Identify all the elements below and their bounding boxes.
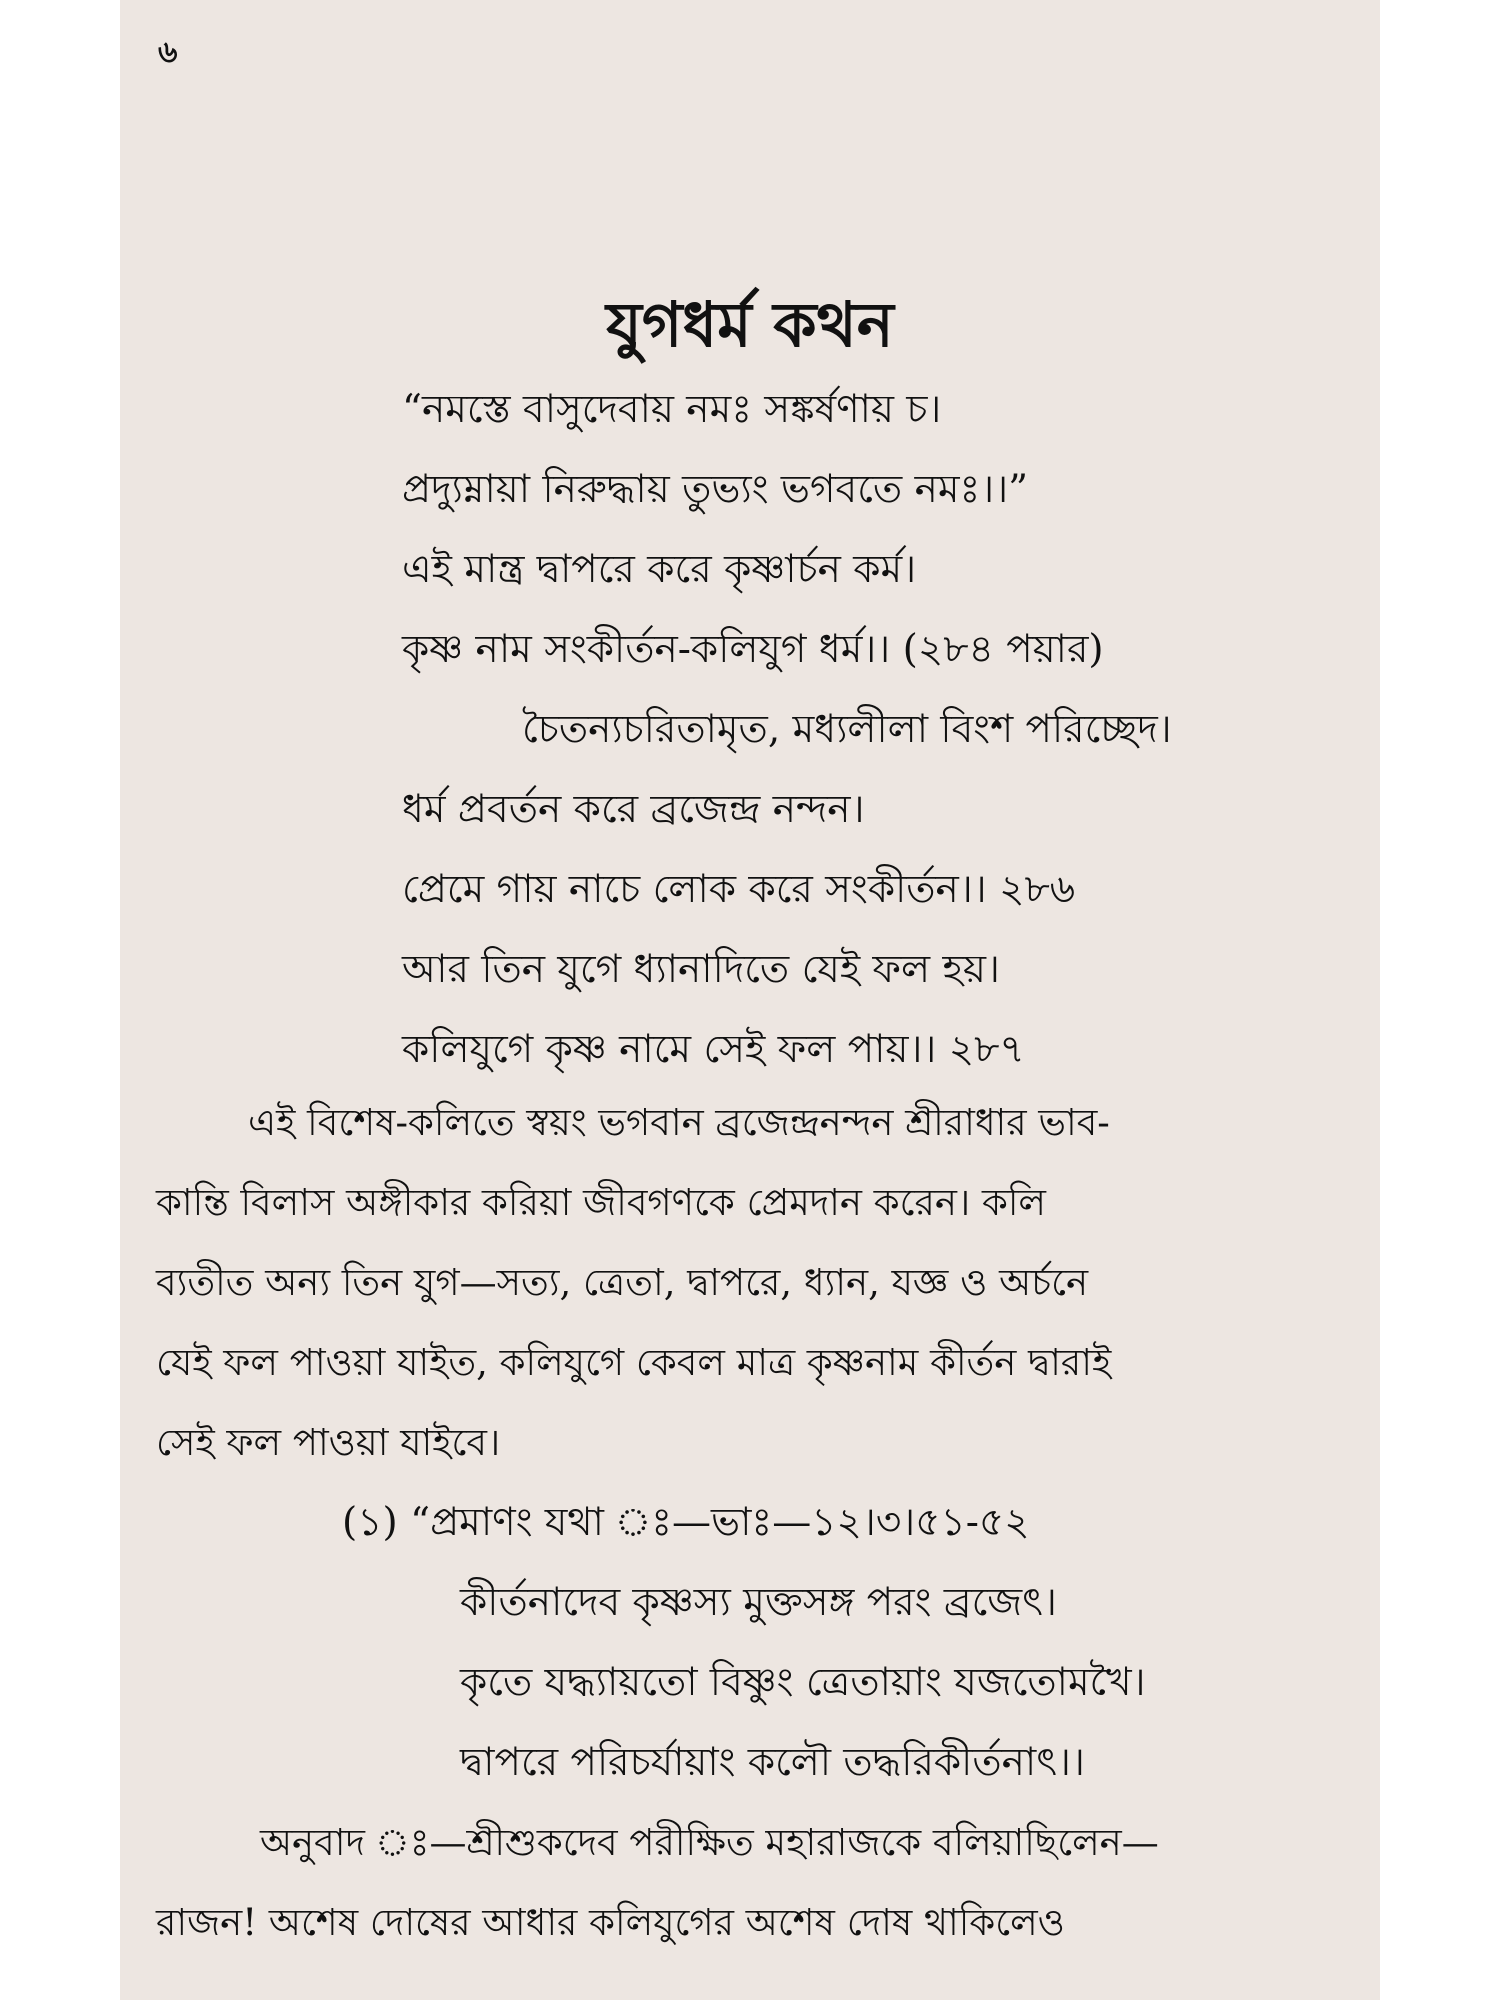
verse-line: প্রদ্যুম্নায়া নিরুদ্ধায় তুভ্যং ভগবতে নমঃ।।” xyxy=(402,467,1029,512)
verse-line: এই মান্ত্র দ্বাপরে করে কৃষ্ণার্চন কর্ম। xyxy=(402,547,917,592)
left-margin xyxy=(0,0,120,2000)
paragraph-line: সেই ফল পাওয়া যাইবে। xyxy=(156,1421,501,1464)
chapter-title: যুগধর্ম কথন xyxy=(606,288,894,361)
source-citation: চৈতন্যচরিতামৃত, মধ্যলীলা বিংশ পরিচ্ছেদ। xyxy=(522,707,1172,752)
sanskrit-verse-line: কৃতে যদ্ধ্যায়তো বিষ্ণুং ত্রেতায়াং যজতোমখৈ। xyxy=(460,1660,1146,1705)
quote-reference: (১) “প্রমাণং যথা ঃ—ভাঃ—১২।৩।৫১-৫২ xyxy=(342,1500,1030,1545)
page-number: ৬ xyxy=(158,35,178,70)
sanskrit-verse-line: কীর্তনাদেব কৃষ্ণস্য মুক্তসঙ্গ পরং ব্রজেৎ। xyxy=(460,1580,1057,1625)
verse-line: কৃষ্ণ নাম সংকীর্তন-কলিযুগ ধর্ম।। (২৮৪ পয়ার) xyxy=(402,627,1104,672)
verse-line: প্রেমে গায় নাচে লোক করে সংকীর্তন।। ২৮৬ xyxy=(402,867,1076,912)
paragraph-line: কান্তি বিলাস অঙ্গীকার করিয়া জীবগণকে প্রেমদান করেন। কলি xyxy=(156,1181,1046,1224)
verse-line: কলিযুগে কৃষ্ণ নামে সেই ফল পায়।। ২৮৭ xyxy=(402,1027,1025,1072)
paragraph-line: এই বিশেষ-কলিতে স্বয়ং ভগবান ব্রজেন্দ্রনন্দন শ্রীরাধার ভাব- xyxy=(248,1101,1110,1144)
translation-line: অনুবাদ ঃ—শ্রীশুকদেব পরীক্ষিত মহারাজকে বলিয়াছিলেন— xyxy=(260,1821,1159,1864)
paragraph-line: যেই ফল পাওয়া যাইত, কলিযুগে কেবল মাত্র কৃষ্ণনাম কীর্তন দ্বারাই xyxy=(156,1341,1112,1384)
verse-line: আর তিন যুগে ধ্যানাদিতে যেই ফল হয়। xyxy=(402,947,1000,992)
right-margin xyxy=(1380,0,1500,2000)
book-page xyxy=(120,0,1380,2000)
verse-line: “নমস্তে বাসুদেবায় নমঃ সঙ্কর্ষণায় চ। xyxy=(402,387,942,432)
sanskrit-verse-line: দ্বাপরে পরিচর্যায়াং কলৌ তদ্ধরিকীর্তনাৎ।। xyxy=(460,1740,1085,1785)
translation-line: রাজন! অশেষ দোষের আধার কলিযুগের অশেষ দোষ থাকিলেও xyxy=(156,1901,1065,1944)
paragraph-line: ব্যতীত অন্য তিন যুগ—সত্য, ত্রেতা, দ্বাপরে, ধ্যান, যজ্ঞ ও অর্চনে xyxy=(156,1261,1089,1304)
verse-line: ধর্ম প্রবর্তন করে ব্রজেন্দ্র নন্দন। xyxy=(402,787,865,832)
